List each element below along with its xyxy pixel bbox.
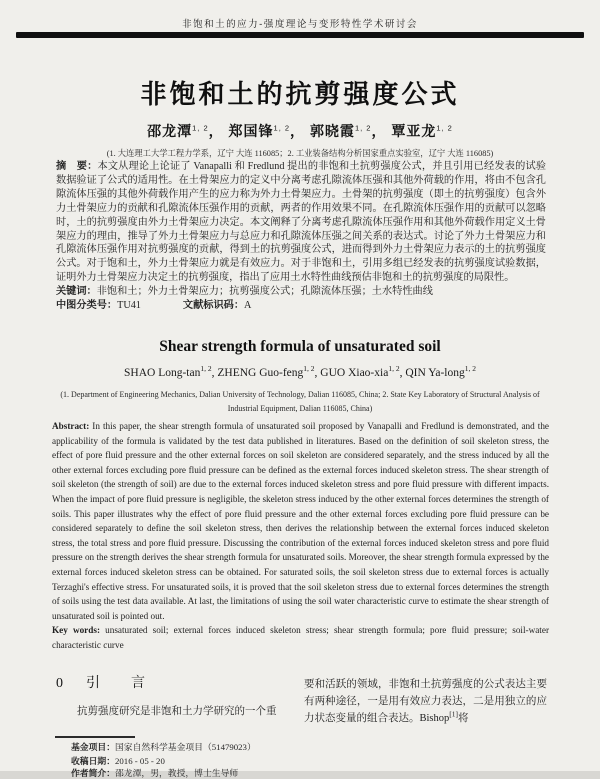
abstract-en xyxy=(52,419,549,623)
author-zh: 覃亚龙$^{1, 2}$ xyxy=(391,123,453,139)
right-column xyxy=(304,676,547,728)
abstract-en-text: In this paper, the shear strength formula of unsaturated soil proposed by Vanapalli and Fredlund is demonstrated, and the applicability of the formula is validated by the test data published in literatures. Based on the definition of soil skeleton stress, the effect of pore fluid pressure and the other external forces on soil skeleton are considered separately, and the stress induced by all the other external forces excluding pore fluid pressure can be defined as the external forces induced skeleton stress. The shear strength of soil skeleton (the strength of soil) are due to the external forces induced skeleton stress and pore fluid pressure with different impacts. When the impact of pore fluid pressure is negligible, the skeleton stress induced by the other external forces determines the strength of soils. This paper illustrates why the effect of pore fluid pressure and the other external forces excluding pore fluid pressure can be considered separately to define the soil skeleton stress, then derives the relationship between the external forces induced skeleton stress, the total stress and pore fluid pressure. Discussing the contribution of the external forces induced skeleton stress and pore fluid pressure on the strength derives the shear strength formula for unsaturated soils. Moreover, the shear strength formula expressed by the external forces induced skeleton stress can be obtained. For saturated soils, the soil skeleton stress due to external forces is actually Terzaghi's effective stress. For unsaturated soils, it is proved that the soil skeleton stress due to external forces determines the strength of soils using the test data available. At last, the limitations of using the soil water characteristic curve to estimate the shear strength of unsaturated soil is pointed out. xyxy=(52,421,549,621)
doc-code-value: A xyxy=(244,300,252,312)
affiliation-en: (1. Department of Engineering Mechanics, Dalian University of Technology, Dalian 116085, China; 2. State Key Laboratory of Structural Analysis of Industrial Equipment, Dalian 116085, China) xyxy=(60,390,540,413)
fund-value: 国家自然科学基金项目（51479023） xyxy=(115,742,256,752)
abstract-en-label: Abstract: xyxy=(52,421,90,431)
keywords-en xyxy=(52,623,549,652)
fund-project-line xyxy=(71,741,541,754)
doc-code-label: 文献标识码： xyxy=(182,300,245,312)
author-en: GUO Xiao-xia$^{1, 2}$, xyxy=(320,364,406,379)
classification-row xyxy=(56,299,546,313)
author-affil-sup: 1, 2 xyxy=(436,123,453,133)
abstract-zh xyxy=(56,160,546,285)
author-affil-sup: 1, 2 xyxy=(200,364,212,374)
left-column xyxy=(56,672,296,720)
author-en: QIN Ya-long$^{1, 2}$ xyxy=(405,364,476,379)
author-affil-sup: 1, 2 xyxy=(303,364,315,374)
keywords-en-text: unsaturated soil; external forces induced skeleton stress; shear strength formula; pore fluid pressure; soil-water characteristic curve xyxy=(52,625,549,650)
footnote-rule xyxy=(55,736,135,738)
author-zh: 邵龙潭$^{1, 2}$， xyxy=(147,123,224,139)
paper-title-en: Shear strength formula of unsaturated soil xyxy=(159,338,441,355)
bio-value: 邵龙潭，男，教授，博士生导师 xyxy=(115,768,239,778)
keywords-zh-text: 非饱和土；外力土骨架应力；抗剪强度公式；孔隙流体压强；土水特性曲线 xyxy=(96,286,433,298)
chinese-meta-block xyxy=(56,160,546,313)
header-rule-bar xyxy=(16,32,584,38)
fund-label: 基金项目： xyxy=(71,742,115,752)
author-en: SHAO Long-$\tan^{1, 2}$, xyxy=(124,364,218,379)
keywords-en-label: Key words: xyxy=(52,625,101,636)
author-en: ZHENG Guo-feng$^{1, 2}$, xyxy=(217,364,321,379)
paper-title-zh: 非饱和土的抗剪强度公式 xyxy=(140,79,460,109)
author-zh: 郑国锋$^{1, 2}$， xyxy=(228,123,306,139)
clc-value: TU41 xyxy=(117,300,141,312)
section-number: 0 xyxy=(56,676,64,691)
author-zh: 郭晓霞$^{1, 2}$， xyxy=(309,123,387,139)
author-affil-sup: 1, 2 xyxy=(354,123,372,133)
received-label: 收稿日期： xyxy=(71,755,115,766)
english-meta-block xyxy=(52,419,549,653)
citation-ref: [1] xyxy=(449,709,459,719)
section-heading xyxy=(56,672,296,692)
footnotes-block xyxy=(71,741,541,768)
author-affil-sup: 1, 2 xyxy=(192,123,209,133)
section-title: 引 言 xyxy=(86,676,146,691)
keywords-zh xyxy=(56,285,546,299)
clc-label: 中图分类号： xyxy=(56,300,118,312)
author-bio-line-clipped xyxy=(71,766,571,779)
affiliation-zh: (1. 大连理工大学工程力学系，辽宁 大连 116085；2. 工业装备结构分析国家重点实验室，辽宁 大连 116085) xyxy=(106,149,494,158)
abstract-zh-label: 摘 要： xyxy=(56,161,98,172)
author-affil-sup: 1, 2 xyxy=(464,364,476,374)
intro-paragraph-left: 抗剪强度研究是非饱和土力学研究的一个重 xyxy=(77,706,277,717)
received-value: 2016 - 05 - 20 xyxy=(115,755,165,766)
abstract-zh-text: 本文从理论上论证了 Vanapalli 和 Fredlund 提出的非饱和土抗剪强度公式，并且引用已经发表的试验数据验证了公式的适用性。在土骨架应力的定义中分离考虑孔隙流体压强和其他外荷载的作用，将由不包含孔隙流体压强的其他外荷载作用产生的应力称为外力土骨架应力。土骨架的抗剪强度（即土的抗剪强度）包含外力土骨架应力的贡献和孔隙流体压强作用的贡献，两者的作用效果不同。在孔隙流体压强作用的贡献可以忽略时，土的抗剪强度由外力土骨架应力决定。本文阐释了分离考虑孔隙流体压强作用和其他外荷载作用定义土骨架应力的理由，推导了外力土骨架应力与总应力和孔隙流体压强之间关系的表达式。讨论了外力土骨架应力和孔隙流体压强作用对抗剪强度的贡献，得到土的抗剪强度公式，进而得到外力土骨架应力表示的土的抗剪强度公式。对于饱和土，外力土骨架应力就是有效应力。对于非饱和土，引用多组已经发表的抗剪强度试验数据，证明外力土骨架应力决定土的抗剪强度，指出了应用土水特性曲线预估非饱和土的抗剪强度的局限性。 xyxy=(56,161,547,284)
authors-en xyxy=(0,364,600,379)
keywords-zh-label: 关键词： xyxy=(56,286,97,298)
bio-label: 作者简介： xyxy=(71,768,115,778)
authors-zh xyxy=(0,121,600,141)
author-affil-sup: 1, 2 xyxy=(388,364,400,374)
conference-header: 非饱和土的应力-强度理论与变形特性学术研讨会 xyxy=(182,19,418,30)
author-affil-sup: 1, 2 xyxy=(273,123,291,133)
intro-paragraph-right: 要和活跃的领域，非饱和土抗剪强度的公式表达主要有两种途径，一是用有效应力表达，二是用独立的应力状态变量的组合表达。Bishop[1]将 xyxy=(304,679,547,725)
